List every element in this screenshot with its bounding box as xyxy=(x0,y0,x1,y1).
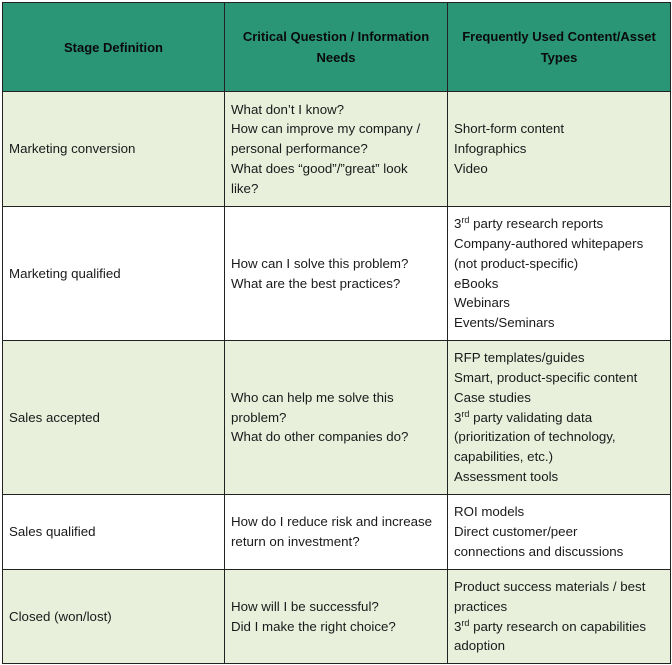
cell-line: Direct customer/peer xyxy=(454,524,578,540)
cell-line: RFP templates/guides xyxy=(454,350,585,366)
ordinal-suffix: rd xyxy=(461,215,470,226)
table-body xyxy=(3,92,671,664)
question-cell xyxy=(225,570,448,664)
table-row xyxy=(3,495,671,570)
cell-line: What don’t I know? xyxy=(231,101,345,117)
ordinal-number: 3 xyxy=(454,409,462,425)
ordinal-suffix: rd xyxy=(461,617,470,628)
question-cell xyxy=(225,207,448,341)
cell-line xyxy=(454,214,664,234)
cell-line: problem? xyxy=(231,409,287,425)
line-text: party research on capabilities xyxy=(469,618,647,634)
cell-line: Short-form content xyxy=(454,121,565,137)
stage-cell: Closed (won/lost) xyxy=(3,570,225,664)
cell-line: connections and discussions xyxy=(454,543,624,559)
cell-line: Webinars xyxy=(454,295,510,311)
content-cell xyxy=(448,495,671,570)
stage-cell: Sales qualified xyxy=(3,495,225,570)
header-stage-definition: Stage Definition xyxy=(3,3,225,92)
cell-line: How do I reduce risk and increase xyxy=(231,514,433,530)
cell-line: How can improve my company / xyxy=(231,121,421,137)
question-cell xyxy=(225,495,448,570)
table-row xyxy=(3,207,671,341)
cell-line xyxy=(454,408,664,428)
cell-line: Company-authored whitepapers xyxy=(454,235,644,251)
cell-line: Events/Seminars xyxy=(454,315,555,331)
cell-line: practices xyxy=(454,598,508,614)
stage-cell: Marketing qualified xyxy=(3,207,225,341)
content-cell xyxy=(448,341,671,495)
cell-line: Smart, product-specific content xyxy=(454,370,638,385)
question-cell xyxy=(225,341,448,495)
question-cell xyxy=(225,92,448,207)
cell-line: Assessment tools xyxy=(454,468,559,484)
cell-line: capabilities, etc.) xyxy=(454,449,554,465)
header-content-types: Frequently Used Content/Asset Types xyxy=(448,3,671,92)
table-row xyxy=(3,570,671,664)
cell-line: eBooks xyxy=(454,275,499,291)
header-critical-question: Critical Question / Information Needs xyxy=(225,3,448,92)
ordinal-number: 3 xyxy=(454,216,462,232)
cell-line: What are the best practices? xyxy=(231,275,401,291)
line-text: party validating data xyxy=(469,409,593,425)
ordinal-suffix: rd xyxy=(461,408,470,419)
stage-cell: Sales accepted xyxy=(3,341,225,495)
cell-line: Video xyxy=(454,160,488,176)
content-cell xyxy=(448,92,671,207)
content-cell xyxy=(448,207,671,341)
cell-line: Infographics xyxy=(454,141,527,157)
line-text: party research reports xyxy=(469,216,604,232)
cell-line: Did I make the right choice? xyxy=(231,618,396,634)
content-cell xyxy=(448,570,671,664)
cell-line: return on investment? xyxy=(231,534,360,549)
stage-content-table xyxy=(2,2,671,664)
cell-line: Product success materials / best xyxy=(454,578,646,594)
cell-line: How can I solve this problem? xyxy=(231,255,409,271)
cell-line xyxy=(454,617,664,637)
cell-line: like? xyxy=(231,180,259,196)
cell-line: personal performance? xyxy=(231,141,368,157)
cell-line: What do other companies do? xyxy=(231,429,409,445)
cell-line: ROI models xyxy=(454,504,525,520)
cell-line: (prioritization of technology, xyxy=(454,429,616,445)
cell-line: (not product-specific) xyxy=(454,255,579,271)
table-row xyxy=(3,92,671,207)
cell-line: How will I be successful? xyxy=(231,598,379,614)
ordinal-number: 3 xyxy=(454,618,462,634)
stage-cell: Marketing conversion xyxy=(3,92,225,207)
cell-line: Case studies xyxy=(454,389,531,405)
cell-line: What does “good”/”great” look xyxy=(231,160,408,176)
table-row xyxy=(3,341,671,495)
header-row xyxy=(3,3,671,92)
cell-line: adoption xyxy=(454,638,506,654)
cell-line: Who can help me solve this xyxy=(231,389,394,405)
